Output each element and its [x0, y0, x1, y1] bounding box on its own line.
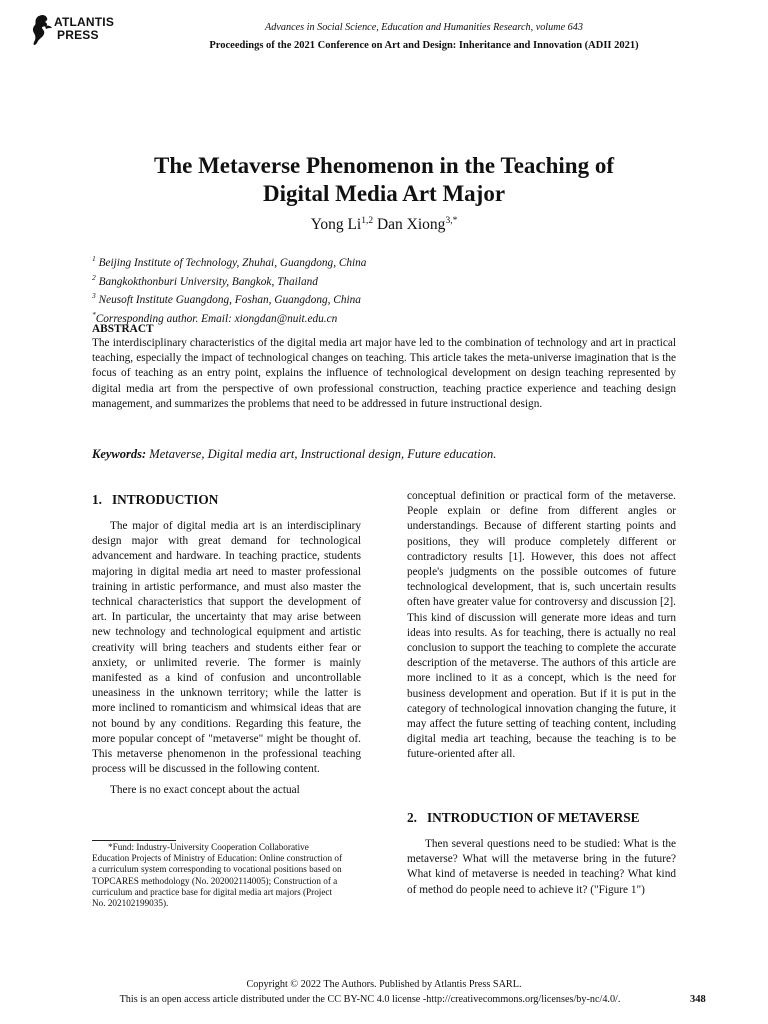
logo-text — [54, 16, 114, 42]
license-notice: This is an open access article distributed under the CC BY-NC 4.0 license -http://creativecommons.org/licenses/by-nc/4.0/. — [119, 994, 621, 1005]
proceedings-name: Proceedings of the 2021 Conference on Art and Design: Inheritance and Innovation (ADII 2021) — [209, 40, 639, 51]
abstract-heading: ABSTRACT — [92, 323, 154, 335]
footnote-divider — [92, 840, 176, 841]
corresponding-author: *Corresponding author. Email: xiongdan@nuit.edu.cn — [92, 309, 338, 325]
author-2-name: Dan Xiong — [376, 216, 446, 234]
right-column-continuation — [407, 489, 676, 763]
section-2-paragraph-1: Then several questions need to be studied: What is the metaverse? What will the metaverse bring in the future? What kind of metaverse is needed in teaching? What kind of method do people need to achieve it? ("Figure 1") — [407, 838, 676, 896]
affiliations — [92, 252, 366, 326]
affiliation-2: $^2$ Bangkokthonburi University, Bangkok, Thailand — [92, 272, 318, 288]
journal-name: Advances in Social Science, Education and Humanities Research, volume 643 — [265, 22, 583, 33]
title-line-2: Digital Media Art Major — [262, 181, 506, 206]
section-1-paragraph-2: There is no exact concept about the actual — [110, 784, 300, 797]
funding-footnote: *Fund: Industry-University Cooperation Collaborative Education Projects of Ministry of Education: Online construction of a curriculum system corresponding to vocational positions based on TOPCARES methodology (No. 202002114005); Construction of a curriculum and practice base for digital media art majors (Project No. 202102199035). — [92, 842, 343, 909]
section-1-paragraph-1: The major of digital media art is an interdisciplinary design major with great demand for technological advancement and hardware. In teaching practice, students majoring in digital media art need to master professional training in artistic performance, and must also master the technical characteristics that support the development of art. In particular, the uncertainty that may arise between new technology and technological equipment and artistic creativity will bring teachers and students either fear or anxiety, or unlimited reverie. The former is mainly manifested as a kind of confusion and uncontrollable uneasiness in the unknown territory; while the latter is more inclined to romanticism and whimsical ideas that are not bound by any conditions. Regarding this feature, the more popular concept of "metaverse" might be thought of. This metaverse phenomenon in the professional teaching process will be discussed in the following content. — [92, 520, 361, 776]
section-1-body — [92, 519, 361, 799]
paper-title — [84, 152, 684, 208]
keywords-text: Metaverse, Digital media art, Instructional design, Future education. — [149, 447, 497, 461]
atlantis-figure-icon — [30, 14, 54, 46]
author-1-name: Yong Li — [310, 216, 362, 234]
logo-line-1: ATLANTIS — [54, 15, 115, 29]
section-1-heading: 1. INTRODUCTION — [92, 492, 219, 507]
affiliation-1: $^1$ Beijing Institute of Technology, Zhuhai, Guangdong, China — [92, 254, 367, 269]
copyright-notice: Copyright © 2022 The Authors. Published by Atlantis Press SARL. — [246, 979, 522, 990]
abstract-text: The interdisciplinary characteristics of the digital media art major have led to the combination of technology and art in practical teaching, especially the impact of technological changes on teaching. This article takes the meta-universe imagination that is the focus of teaching as an entry point, explains the influence of technological development on design teaching represented by digital media art from the perspective of own professional construction, teaching practice experience and teaching design management, and summarizes the problems that need to be addressed in future instructional design. — [92, 337, 676, 410]
title-line-1: The Metaverse Phenomenon in the Teaching of — [154, 153, 614, 178]
page-number: 348 — [690, 994, 706, 1005]
continued-paragraph: conceptual definition or practical form of the metaverse. People explain or define from different angles or understandings. Because of different starting points and positions, they will produce completely different or contradictory results [1]. However, this does not affect people's judgments on the possible outcomes of future technological development, that is, such uncertain results often have greater value for controversy and discussion [2]. This kind of discussion will generate more ideas and turn ideas into results. As for teaching, there is actually no real conclusion to support the teaching to complete the accurate description of the metaverse. The authors of this article are more inclined to it as a concept, which is the need for business development and operation. But if it is put in the category of technological innovation changing the future, it may affect the future setting of teaching content, including digital media art teaching, because the teaching is to be future-oriented after all. — [407, 490, 676, 761]
logo-line-2: PRESS — [57, 28, 99, 42]
publisher-logo — [30, 14, 120, 46]
section-2-body — [407, 837, 676, 898]
section-2-heading: 2. INTRODUCTION OF METAVERSE — [407, 810, 640, 825]
affiliation-3: $^3$ Neusoft Institute Guangdong, Foshan, Guangdong, China — [92, 291, 361, 306]
author-2-affil: 3,* — [445, 216, 458, 226]
author-list — [84, 216, 684, 234]
author-1-affil: 1,2 — [361, 216, 374, 226]
keywords — [92, 447, 496, 462]
keywords-label: Keywords: — [92, 447, 147, 461]
